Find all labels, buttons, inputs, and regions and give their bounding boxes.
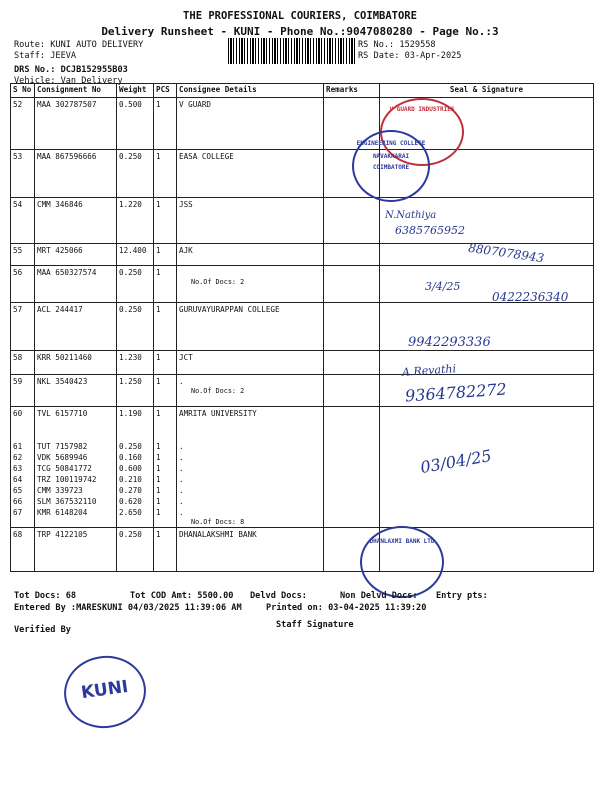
consignment-cell [35,150,117,198]
consignment-cell [35,375,117,407]
row-sno: 56 [13,268,23,277]
row-cons: MAA 302787507 [37,100,97,109]
table-row [11,98,594,150]
col-consignment: Consignment No [35,84,117,98]
non-delivered-docs: Non Delvd Docs: [340,591,418,601]
row-weight: 0.250 [119,268,142,277]
row-consignee: . [179,508,184,517]
pcs-cell [154,303,177,351]
row-cons: KMR 6148204 [37,508,88,517]
row-cons: TCG 50841772 [37,464,92,473]
row-pcs: 1 [156,464,161,473]
verified-by-label: Verified By [14,625,71,635]
col-seal: Seal & Signature [380,84,594,98]
pcs-cell [154,98,177,150]
consignee-cell [177,303,324,351]
row-weight: 0.250 [119,530,142,539]
row-pcs: 1 [156,377,161,386]
col-pcs: PCS [154,84,177,98]
row-weight: 0.620 [119,497,142,506]
route-info [14,40,143,87]
bank-stamp-text: DHANLAXMI BANK LTD [369,538,435,545]
college-stamp [352,130,430,202]
row-consignee: AMRITA UNIVERSITY [179,409,257,418]
runsheet-title: Delivery Runsheet - KUNI - Phone No.:9047080280 - Page No.:3 [101,25,499,38]
row-weight: 1.250 [119,377,142,386]
row-weight: 0.600 [119,464,142,473]
consignee-cell [177,98,324,150]
pcs-cell [154,375,177,407]
weight-cell [117,375,154,407]
consignment-cell [35,198,117,244]
table-row [11,198,594,244]
sno-cell [11,528,35,572]
row-cons: TUT 7157982 [37,442,88,451]
weight-cell [117,150,154,198]
handwritten-phone-3: 0422236340 [492,290,569,304]
remarks-cell [324,407,380,528]
row-pcs: 1 [156,475,161,484]
row-consignee: . [179,475,184,484]
table-row [11,351,594,375]
consignment-cell [35,244,117,266]
remarks-cell [324,375,380,407]
sno-cell [11,198,35,244]
remarks-cell [324,303,380,351]
row-pcs: 1 [156,305,161,314]
row-consignee: . [179,497,184,506]
staff-label: Staff: JEEVA [14,51,77,61]
rs-date: RS Date: 03-Apr-2025 [358,51,462,61]
drs-number: DRS No.: DCJB152955B03 [14,65,128,75]
row-cons: MAA 867596666 [37,152,97,161]
sno-cell [11,244,35,266]
col-consignee: Consignee Details [177,84,324,98]
consignee-cell [177,198,324,244]
college-stamp-sub: NAVAKKARAI [372,153,410,160]
row-pcs: 1 [156,442,161,451]
consignee-cell [177,351,324,375]
row-weight: 1.190 [119,409,142,418]
row-cons: MAA 650327574 [37,268,97,277]
row-weight: 0.500 [119,100,142,109]
runsheet-table [10,83,594,572]
row-sno: 57 [13,305,23,314]
row-cons: TVL 6157710 [37,409,88,418]
row-sno: 67 [13,508,23,517]
weight-cell [117,303,154,351]
printed-on: Printed on: 03-04-2025 11:39:20 [266,603,427,613]
row-sno: 64 [13,475,23,484]
remarks-cell [324,244,380,266]
weight-cell [117,244,154,266]
handwritten-date-short: 3/4/25 [425,280,461,293]
consignee-cell [177,528,324,572]
handwritten-phone-2: 8807078943 [467,240,545,266]
remarks-cell [324,351,380,375]
row-sno: 66 [13,497,23,506]
row-pcs: 1 [156,353,161,362]
sno-cell [11,351,35,375]
row-consignee: . [179,486,184,495]
row-weight: 0.210 [119,475,142,484]
row-consignee: GURUVAYURAPPAN COLLEGE [179,305,280,314]
row-consignee: JSS [179,200,193,209]
handwritten-phone-5: 9364782272 [404,379,508,406]
col-remarks: Remarks [324,84,380,98]
row-sno: 65 [13,486,23,495]
row-weight: 0.250 [119,442,142,451]
seal-cell [380,407,594,528]
college-stamp-text: ENGINEERING COLLEGE [356,140,426,147]
row-consignee: DHANALAKSHMI BANK [179,530,257,539]
barcode [228,38,356,64]
vehicle-label: Vehicle: Van Delivery [14,76,123,86]
row-consignee: . [179,453,184,462]
total-docs: Tot Docs: 68 [14,591,77,601]
row-pcs: 1 [156,497,161,506]
handwritten-name-2: A.Revathi [401,362,457,379]
row-pcs: 1 [156,100,161,109]
bank-stamp [360,526,444,598]
row-consignee: JCT [179,353,193,362]
table-body [11,98,594,572]
total-cod: Tot COD Amt: 5500.00 [130,591,234,601]
route-label: Route: KUNI AUTO DELIVERY [14,40,144,50]
row-sno: 53 [13,152,23,161]
row-weight: 12.400 [119,246,147,255]
row-cons: TRZ 100119742 [37,475,97,484]
pcs-cell [154,407,177,528]
delivered-docs: Delvd Docs: [250,591,307,601]
consignee-cell [177,375,324,407]
rs-number: RS No.: 1529558 [358,40,436,50]
handwritten-date: 03/04/25 [418,445,493,478]
row-consignee: . [179,442,184,451]
table-row [11,150,594,198]
table-row [11,303,594,351]
row-pcs: 1 [156,486,161,495]
weight-cell [117,528,154,572]
row-consignee: V GUARD [179,100,212,109]
col-sno: S No [11,84,35,98]
consignee-cell [177,244,324,266]
sno-cell [11,150,35,198]
row-weight: 2.650 [119,508,142,517]
row-consignee: . [179,377,184,386]
row-cons: SLM 367532110 [37,497,97,506]
company-name: THE PROFESSIONAL COURIERS, COIMBATORE [183,10,417,22]
vguard-stamp-text: V GUARD INDUSTRIES [389,106,455,113]
consignment-cell [35,98,117,150]
row-sno: 60 [13,409,23,418]
row-sno: 62 [13,453,23,462]
sno-cell [11,375,35,407]
row-sno: 61 [13,442,23,451]
row-sno: 63 [13,464,23,473]
row-sno: 68 [13,530,23,539]
col-weight: Weight [117,84,154,98]
row-weight: 0.270 [119,486,142,495]
row-sno: 59 [13,377,23,386]
row-pcs: 1 [156,200,161,209]
row-cons: VDK 5689946 [37,453,88,462]
weight-cell [117,407,154,528]
pcs-cell [154,198,177,244]
docs-count: No.Of Docs: 2 [191,387,245,395]
sno-cell [11,266,35,303]
pcs-cell [154,528,177,572]
row-cons: NKL 3540423 [37,377,88,386]
docs-count: No.Of Docs: 2 [191,278,245,286]
sno-cell [11,303,35,351]
entry-pts: Entry pts: [436,591,488,601]
row-consignee: EASA COLLEGE [179,152,234,161]
row-pcs: 1 [156,453,161,462]
remarks-cell [324,198,380,244]
row-cons: KRR 50211460 [37,353,92,362]
row-sno: 54 [13,200,23,209]
row-cons: ACL 244417 [37,305,83,314]
handwritten-phone-4: 9942293336 [408,335,491,350]
pcs-cell [154,244,177,266]
row-consignee: AJK [179,246,193,255]
row-weight: 1.230 [119,353,142,362]
consignment-cell [35,303,117,351]
entered-by: Entered By :MARESKUNI 04/03/2025 11:39:06 AM [14,603,242,613]
staff-signature-label: Staff Signature [276,620,354,630]
remarks-cell [324,266,380,303]
table-row [11,528,594,572]
handwritten-name-1: N.Nathiya [385,210,437,221]
row-cons: TRP 4122105 [37,530,88,539]
weight-cell [117,98,154,150]
docs-count: No.Of Docs: 8 [191,518,245,526]
row-pcs: 1 [156,530,161,539]
row-sno: 58 [13,353,23,362]
row-consignee: . [179,464,184,473]
pcs-cell [154,150,177,198]
row-sno: 52 [13,100,23,109]
consignee-cell [177,407,324,528]
rs-info [358,40,461,62]
sno-cell [11,407,35,528]
weight-cell [117,198,154,244]
consignment-cell [35,407,117,528]
row-sno: 55 [13,246,23,255]
consignee-cell [177,266,324,303]
weight-cell [117,266,154,303]
consignment-cell [35,266,117,303]
row-weight: 1.220 [119,200,142,209]
row-cons: MRT 425066 [37,246,83,255]
row-cons: CMM 346846 [37,200,83,209]
consignment-cell [35,351,117,375]
college-stamp-place: COIMBATORE [372,164,410,171]
pcs-cell [154,351,177,375]
table-header [11,84,594,98]
consignment-cell [35,528,117,572]
row-weight: 0.250 [119,305,142,314]
weight-cell [117,351,154,375]
row-pcs: 1 [156,268,161,277]
row-pcs: 1 [156,152,161,161]
pcs-cell [154,266,177,303]
table-row [11,407,594,528]
kuni-stamp: KUNI [59,651,150,734]
row-pcs: 1 [156,409,161,418]
row-consignee [179,267,321,278]
row-weight: 0.160 [119,453,142,462]
consignee-cell [177,150,324,198]
sno-cell [11,98,35,150]
row-pcs: 1 [156,508,161,517]
handwritten-phone-1: 6385765952 [395,224,465,237]
row-weight: 0.250 [119,152,142,161]
row-cons: CMM 339723 [37,486,83,495]
row-pcs: 1 [156,246,161,255]
